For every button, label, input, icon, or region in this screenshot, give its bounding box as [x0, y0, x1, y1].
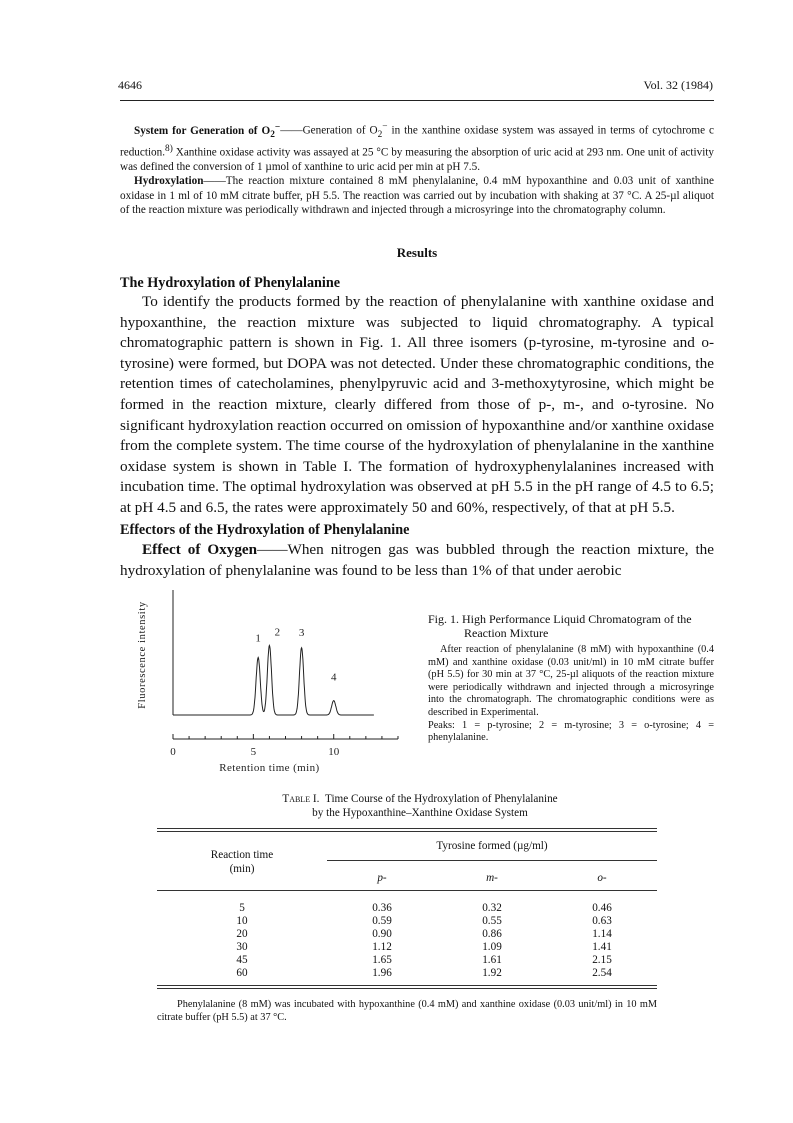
figure-caption-title: Fig. 1. High Performance Liquid Chromatogram of the Reaction Mixture	[428, 612, 692, 640]
table-cell-value: 2.54	[592, 966, 612, 979]
table-cell-value: 0.86	[482, 927, 502, 940]
figure-caption-peaks: Peaks: 1 = p-tyrosine; 2 = m-tyrosine; 3 = o-tyrosine; 4 = phenylalanine.	[428, 719, 714, 744]
table-cell-value: 1.61	[482, 953, 502, 966]
table-cell-value: 1.14	[592, 927, 612, 940]
header-rule	[120, 100, 714, 101]
table-row	[157, 940, 657, 953]
table-cell-value: 1.41	[592, 940, 612, 953]
methods-heading-hydroxylation: Hydroxylation	[134, 175, 204, 188]
table-cell-value: 0.90	[372, 927, 392, 940]
column-group-header: Tyrosine formed (µg/ml)	[436, 840, 548, 852]
chromatogram-trace	[173, 645, 374, 715]
table-row	[157, 953, 657, 966]
figure-chromatogram	[135, 590, 405, 780]
table-cell-value: 1.65	[372, 953, 392, 966]
figure-caption	[428, 612, 714, 745]
group-rule	[327, 860, 657, 861]
figure-caption-body: After reaction of phenylalanine (8 mM) with hypoxanthine (0.4 mM) and xanthine oxidase (0.03 unit/ml) in 10 mM citrate buffer (pH 5.5) for 30 min at 37 °C, 25-µl aliquots of the reaction mixture were periodically withdrawn and injected through a microsyringe into the chromatograph. The chromatographic conditions were as described in Experimental. Peaks: 1 = p-tyrosine; 2 = m-tyrosine; 3 = o-tyrosine; 4 = phenylalanine.	[428, 644, 714, 744]
x-tick-label: 10	[328, 746, 340, 758]
y-axis-label: Fluorescence intensity	[137, 601, 148, 709]
table-row	[157, 901, 657, 914]
table-cell-time: 10	[236, 914, 248, 927]
journal-volume: Vol. 32 (1984)	[643, 78, 713, 92]
table-row	[157, 966, 657, 979]
peak-label: 2	[274, 626, 281, 639]
table-cell-value: 0.63	[592, 914, 612, 927]
table-cell-value: 1.92	[482, 966, 502, 979]
peak-label: 3	[298, 626, 305, 639]
section-heading-hydroxylation: The Hydroxylation of Phenylalanine	[120, 275, 341, 291]
table-cell-time: 45	[236, 953, 248, 966]
sub-header-row: p- m- o-	[377, 872, 607, 884]
results-heading: Results	[396, 245, 438, 260]
table-cell-time: 5	[239, 901, 245, 914]
table-cell-value: 0.32	[482, 901, 502, 914]
chromatogram-svg	[135, 590, 405, 780]
section-body-hydroxylation: To identify the products formed by the reaction of phenylalanine with xanthine oxidase and hypoxanthine, the reaction mixture was subjected to liquid chromatography. A typical chromatographic pattern is shown in Fig. 1. All three isomers (p-tyrosine, m-tyrosine and o-tyrosine) were formed, but DOPA was not detected. Under these chromatographic conditions, the retention times of catecholamines, phenylpyruvic acid and 3-methoxytyrosine, which might be formed in the reaction mixture, clearly differed from those of p-, m-, and o-tyrosine. No significant hydroxylation reaction occurred on omission of hypoxanthine and/or xanthine oxidase from the complete system. The time course of the hydroxylation of phenylalanine in the xanthine oxidase system is shown in Table I. The formation of hydroxyphenylalanines increased with incubation time. The optimal hydroxylation was observed at pH 5.5 in the pH range of 4.5 to 6.5; at pH 4.5 and 6.5, the rates were approximately 50 and 60%, respectively, of that at pH 5.5.	[120, 293, 714, 516]
table-cell-value: 0.46	[592, 901, 612, 914]
peak-label: 4	[330, 671, 337, 684]
table-cell-time: 20	[236, 927, 248, 940]
table-body	[157, 891, 657, 985]
methods-paragraph-superoxide: System for Generation of $O_2^-——Generation$ of $O_2^-$ in the xanthine oxidase system was assayed in terms of cytochrome c reduction.$^{8)}$ Xanthine oxidase activity was assayed at 25 °C by measuring the absorption of uric acid at 293 nm. One unit of activity was defined the conversion of 1 µmol of xanthine to uric acid per min at pH 7.5.	[120, 122, 714, 174]
page-number: 4646	[118, 78, 142, 92]
section-body-oxygen: Effect of Oxygen——When nitrogen gas was bubbled through the reaction mixture, the hydroxylation of phenylalanine was found to be less than 1% of that under aerobic	[120, 541, 715, 579]
table-cell-value: 1.96	[372, 966, 392, 979]
table-row	[157, 914, 657, 927]
subheading-oxygen: Effect of Oxygen	[142, 541, 258, 558]
table-footnote: Phenylalanine (8 mM) was incubated with hypoxanthine (0.4 mM) and xanthine oxidase (0.03 unit/ml) in 10 mM citrate buffer (pH 5.5) at 37 °C.	[157, 999, 657, 1023]
peak-label: 1	[255, 632, 261, 645]
table-cell-value: 0.55	[482, 914, 502, 927]
table-cell-value: 1.09	[482, 940, 502, 953]
table-label: Table I.	[282, 793, 320, 805]
table-cell-value: 0.36	[372, 901, 392, 914]
table-cell-value: 1.12	[372, 940, 392, 953]
methods-heading-superoxide: System for Generation of $O_2^-$	[134, 122, 281, 140]
table-cell-value: 0.59	[372, 914, 392, 927]
data-table	[157, 828, 657, 1025]
table-row	[157, 927, 657, 940]
table-cell-time: 30	[236, 940, 248, 953]
table-title: Table I. Time Course of the Hydroxylation of Phenylalanine by the Hypoxanthine–Xanthine Oxidase System	[282, 793, 558, 819]
table-grid	[157, 901, 657, 979]
table-header	[157, 832, 657, 890]
section-heading-effectors: Effectors of the Hydroxylation of Phenylalanine	[120, 522, 410, 538]
table-cell-value: 2.15	[592, 953, 612, 966]
table-bottom-rule	[157, 985, 657, 989]
methods-block	[120, 120, 714, 217]
x-tick-label: 5	[250, 746, 257, 758]
x-tick-label: 0	[170, 746, 176, 758]
methods-paragraph-hydroxylation: Hydroxylation——The reaction mixture contained 8 mM phenylalanine, 0.4 mM hypoxanthine and 0.03 unit of xanthine oxidase in 1 ml of 10 mM citrate buffer, pH 5.5. The reaction was carried out by incubation with shaking at 37 °C. A 25-µl aliquot of the reaction mixture was periodically withdrawn and injected through a microsyringe into the chromatography column.	[120, 175, 714, 216]
row-header: Reaction time (min)	[210, 849, 274, 875]
x-axis-label: Retention time (min)	[219, 762, 320, 774]
table-cell-time: 60	[236, 966, 248, 979]
